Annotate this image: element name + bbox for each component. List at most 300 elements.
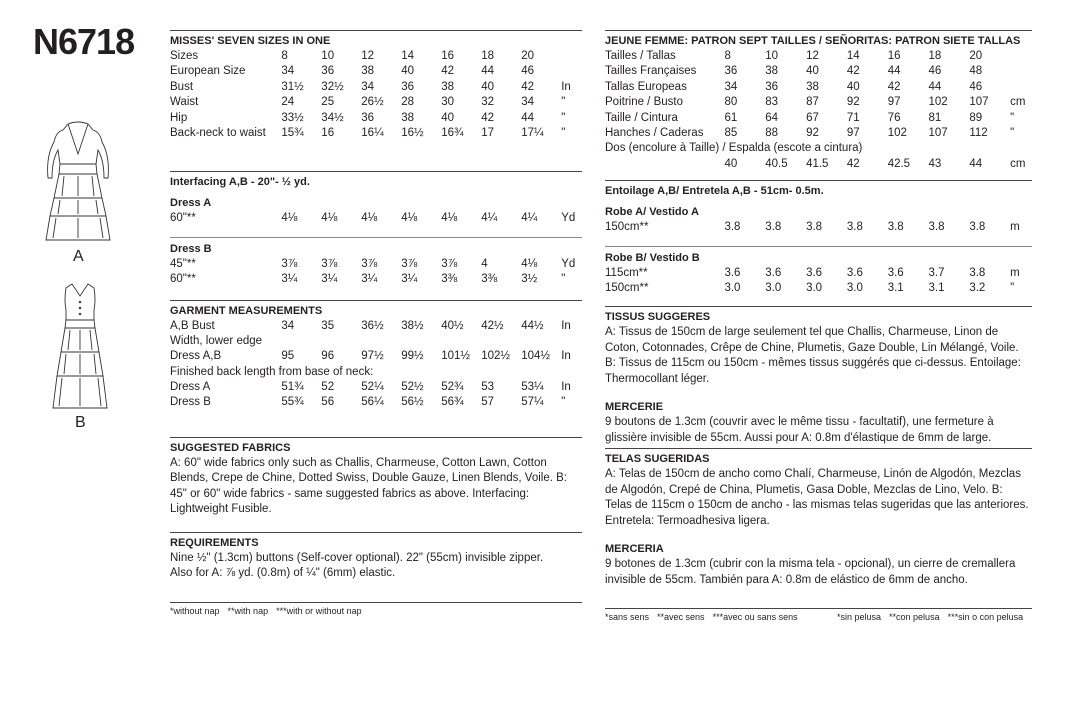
row-value: 3¼ bbox=[321, 273, 338, 286]
interfacing-line: Interfacing A,B - 20"- ½ yd. bbox=[170, 176, 310, 189]
row-value: 81 bbox=[928, 111, 942, 124]
footnote: **con pelusa bbox=[889, 612, 940, 623]
row-value: 4⅛ bbox=[281, 212, 298, 225]
row-value: 38 bbox=[401, 111, 415, 124]
row-value: 46 bbox=[521, 65, 535, 78]
row-value: 57 bbox=[481, 396, 495, 409]
row-value: 42 bbox=[481, 111, 495, 124]
robe-b-table bbox=[605, 266, 1032, 297]
row-value: 10 bbox=[321, 50, 335, 62]
row-unit bbox=[561, 49, 582, 64]
row-value bbox=[361, 334, 401, 349]
row-unit: cm bbox=[1010, 157, 1026, 170]
row-value: 52¼ bbox=[361, 381, 384, 394]
row-unit: " bbox=[1010, 281, 1015, 294]
table-row bbox=[170, 334, 582, 349]
row-value: 51¾ bbox=[281, 381, 304, 394]
table-row bbox=[605, 157, 1032, 172]
row-label: Tailles Françaises bbox=[605, 65, 697, 78]
row-value: 34 bbox=[361, 80, 375, 93]
row-value: 40½ bbox=[441, 319, 464, 332]
row-value: 34 bbox=[521, 96, 535, 109]
row-unit: In bbox=[561, 80, 571, 93]
row-value bbox=[281, 334, 321, 349]
row-value: 3.7 bbox=[928, 266, 945, 279]
row-label: 150cm** bbox=[605, 281, 649, 294]
table-row bbox=[605, 126, 1032, 141]
row-value: 40.5 bbox=[765, 157, 788, 170]
row-value: 3¼ bbox=[361, 273, 378, 286]
view-b-sketch bbox=[48, 280, 112, 414]
row-value: 16½ bbox=[401, 126, 424, 139]
row-value: 12 bbox=[361, 50, 375, 62]
row-label: Dress B bbox=[170, 396, 211, 409]
row-value: 24 bbox=[281, 96, 295, 109]
row-value bbox=[401, 334, 441, 349]
row-value bbox=[327, 365, 366, 380]
row-value: 4 bbox=[481, 257, 488, 270]
yardage-section bbox=[170, 171, 582, 299]
entoilage-line: Entoilage A,B/ Entretela A,B - 51cm- 0.5m. bbox=[605, 185, 824, 198]
table-row bbox=[605, 64, 1032, 79]
row-value: 61 bbox=[724, 111, 738, 124]
row-value: 40 bbox=[724, 157, 738, 170]
row-value: 3.8 bbox=[846, 221, 863, 234]
row-value: 3.0 bbox=[846, 281, 863, 294]
row-value: 36½ bbox=[361, 319, 384, 332]
row-value: 3⅜ bbox=[441, 273, 458, 286]
row-value: 3½ bbox=[521, 273, 538, 286]
row-unit bbox=[561, 334, 582, 349]
footnote: **avec sens bbox=[657, 612, 705, 623]
table-row bbox=[605, 266, 1032, 281]
table-row bbox=[170, 49, 582, 64]
footnote: ***avec ou sans sens bbox=[712, 612, 798, 623]
row-unit: " bbox=[561, 396, 566, 409]
row-value: 3⅞ bbox=[321, 257, 338, 270]
table-row bbox=[170, 126, 582, 141]
row-label: 60"** bbox=[170, 273, 196, 286]
row-value: 3.1 bbox=[887, 281, 904, 294]
row-value: 3.6 bbox=[806, 266, 823, 279]
row-value: 34 bbox=[281, 319, 295, 332]
row-label: Hip bbox=[170, 111, 188, 124]
row-value: 97½ bbox=[361, 350, 384, 363]
row-unit: Yd bbox=[561, 257, 576, 270]
row-value: 3¼ bbox=[401, 273, 418, 286]
row-label: Taille / Cintura bbox=[605, 111, 678, 124]
row-value: 42 bbox=[887, 80, 901, 93]
view-b-label: B bbox=[75, 414, 86, 431]
merceria-text: 9 botones de 1.3cm (cubrir con la misma tela - opcional), un cierre de cremallera invisible de 55cm. También para A: 0.8m de elástico de 6mm de ancho. bbox=[605, 558, 1016, 586]
row-value: 67 bbox=[806, 111, 819, 124]
table-row bbox=[605, 49, 1032, 64]
table-row bbox=[170, 380, 582, 395]
row-value: 4¼ bbox=[521, 212, 538, 225]
row-value: 25 bbox=[321, 96, 335, 109]
footnote: ***with or without nap bbox=[276, 605, 362, 616]
row-value: 56¾ bbox=[441, 396, 464, 409]
row-value: 55¾ bbox=[281, 396, 304, 409]
row-value: 92 bbox=[806, 126, 819, 139]
row-unit: " bbox=[561, 273, 566, 286]
row-value: 20 bbox=[521, 50, 535, 62]
row-value: 34 bbox=[281, 65, 295, 78]
row-value: 3¼ bbox=[281, 273, 298, 286]
footnotes bbox=[170, 602, 582, 617]
row-unit bbox=[561, 64, 582, 79]
row-value: 16¾ bbox=[441, 126, 464, 139]
row-value: 97 bbox=[887, 96, 901, 109]
row-value: 35 bbox=[321, 319, 335, 332]
row-value: 104½ bbox=[521, 350, 550, 363]
garment-section bbox=[170, 300, 582, 437]
row-value: 3.8 bbox=[806, 221, 823, 234]
row-value bbox=[481, 334, 521, 349]
row-value: 3.6 bbox=[887, 266, 904, 279]
row-value: 3.8 bbox=[765, 221, 782, 234]
row-value bbox=[405, 365, 444, 380]
row-unit: " bbox=[561, 111, 566, 124]
tissus-section bbox=[605, 306, 1032, 392]
view-a-label: A bbox=[73, 248, 84, 265]
table-row bbox=[170, 272, 582, 287]
row-value bbox=[523, 365, 562, 380]
row-value: 52 bbox=[321, 381, 335, 394]
row-label: 150cm** bbox=[605, 221, 649, 234]
row-value: 56 bbox=[321, 396, 335, 409]
row-value: 3.8 bbox=[928, 221, 945, 234]
sizes-table-fr bbox=[605, 49, 1032, 141]
row-value: 36 bbox=[401, 80, 415, 93]
row-value: 3.6 bbox=[846, 266, 863, 279]
row-value: 42 bbox=[441, 65, 455, 78]
row-value: 96 bbox=[321, 350, 335, 363]
english-column bbox=[170, 30, 582, 617]
row-unit bbox=[562, 365, 582, 380]
fabrics-section bbox=[170, 437, 582, 532]
row-unit bbox=[1010, 64, 1032, 79]
requirements-section bbox=[170, 532, 582, 602]
row-value: 16 bbox=[321, 126, 335, 139]
row-value: 3.1 bbox=[928, 281, 945, 294]
row-value: 85 bbox=[724, 126, 738, 139]
row-value: 8 bbox=[724, 50, 731, 62]
table-row bbox=[170, 319, 582, 334]
row-value: 15¾ bbox=[281, 126, 304, 139]
row-label: Tallas Europeas bbox=[605, 80, 687, 93]
row-value: 46 bbox=[928, 65, 942, 78]
telas-text: A: Telas de 150cm de ancho como Chalí, Charmeuse, Linón de Algodón, Mezclas de Algodón, Crepé de China, Plumetis, Gasa Doble, Mezclas de Lino, Velo. B: Telas de 115cm o 150cm de ancho - las mismas telas sugeridas que las anteriores. Entretela: Termoadhesiva ligera. bbox=[605, 468, 1029, 527]
row-value: 46 bbox=[969, 80, 983, 93]
row-value: 16 bbox=[887, 50, 901, 62]
row-value: 52½ bbox=[401, 381, 424, 394]
row-unit: m bbox=[1010, 221, 1020, 234]
row-value: 3.8 bbox=[969, 266, 986, 279]
row-label: 60"** bbox=[170, 212, 196, 225]
row-value: 30 bbox=[441, 96, 455, 109]
row-label: Bust bbox=[170, 80, 194, 93]
row-value: 53¼ bbox=[521, 381, 544, 394]
row-unit: m bbox=[1010, 266, 1020, 279]
row-value: 28 bbox=[401, 96, 415, 109]
table-row bbox=[170, 211, 582, 226]
row-value: 40 bbox=[441, 111, 455, 124]
row-value: 3.6 bbox=[765, 266, 782, 279]
fabrics-header: SUGGESTED FABRICS bbox=[170, 441, 291, 454]
row-value: 3.6 bbox=[724, 266, 741, 279]
row-value: 3.0 bbox=[724, 281, 741, 294]
row-value: 36 bbox=[361, 111, 375, 124]
table-row bbox=[170, 257, 582, 272]
row-value: 16 bbox=[441, 50, 455, 62]
garment-table bbox=[170, 319, 582, 411]
row-value: 107 bbox=[928, 126, 948, 139]
row-value: 57¼ bbox=[521, 396, 544, 409]
merceria-section bbox=[605, 534, 1032, 608]
row-value: 83 bbox=[765, 96, 779, 109]
row-value: 102 bbox=[928, 96, 948, 109]
mercerie-text: 9 boutons de 1.3cm (couvrir avec le même tissu - facultatif), une fermeture à glissière invisible de 55cm. Aussi pour A: 0.8m d'élastique de 6mm de large. bbox=[605, 416, 994, 444]
row-value: 48 bbox=[969, 65, 983, 78]
row-value: 80 bbox=[724, 96, 738, 109]
row-unit: In bbox=[561, 381, 571, 394]
row-label: Hanches / Caderas bbox=[605, 126, 704, 139]
dress-b-header: Dress B bbox=[170, 242, 212, 255]
row-label: Finished back length from base of neck: bbox=[170, 365, 374, 378]
row-value: 95 bbox=[281, 350, 295, 363]
row-value: 4⅛ bbox=[441, 212, 458, 225]
row-value: 36 bbox=[765, 80, 779, 93]
row-value: 4⅛ bbox=[321, 212, 338, 225]
row-value: 44 bbox=[481, 65, 495, 78]
yardage-section-fr bbox=[605, 180, 1032, 306]
row-label: Dress A,B bbox=[170, 350, 222, 363]
row-value: 3.8 bbox=[969, 221, 986, 234]
row-label: Width, lower edge bbox=[170, 334, 263, 347]
row-label: Dress A bbox=[170, 381, 211, 394]
table-row bbox=[170, 95, 582, 110]
row-value: 99½ bbox=[401, 350, 424, 363]
row-value: 4⅛ bbox=[361, 212, 378, 225]
row-value: 17 bbox=[481, 126, 495, 139]
row-value: 20 bbox=[969, 50, 983, 62]
requirements-header: REQUIREMENTS bbox=[170, 536, 259, 549]
row-value: 36 bbox=[724, 65, 738, 78]
row-value: 18 bbox=[928, 50, 942, 62]
row-value: 41.5 bbox=[806, 157, 829, 170]
row-value: 40 bbox=[846, 80, 860, 93]
row-value: 42 bbox=[521, 80, 535, 93]
row-value: 53 bbox=[481, 381, 495, 394]
sizes-table bbox=[170, 49, 582, 141]
row-value: 89 bbox=[969, 111, 983, 124]
row-value: 76 bbox=[887, 111, 901, 124]
table-row bbox=[170, 349, 582, 364]
row-value: 44 bbox=[928, 80, 942, 93]
table-row bbox=[170, 111, 582, 126]
row-value: 34 bbox=[724, 80, 738, 93]
row-value: 31½ bbox=[281, 80, 304, 93]
table-row bbox=[170, 80, 582, 95]
sizes-section bbox=[170, 30, 582, 171]
row-label: Sizes bbox=[170, 50, 199, 62]
row-label: 115cm** bbox=[605, 266, 648, 279]
view-a-sketch bbox=[38, 116, 118, 246]
row-unit: " bbox=[561, 96, 566, 109]
row-value: 52¾ bbox=[441, 381, 464, 394]
row-value bbox=[441, 334, 481, 349]
row-label: 45"** bbox=[170, 257, 196, 270]
row-value: 38 bbox=[441, 80, 455, 93]
row-value: 44 bbox=[969, 157, 983, 170]
sizes-section-fr bbox=[605, 30, 1032, 180]
row-value: 112 bbox=[969, 126, 988, 139]
table-row bbox=[605, 281, 1032, 296]
pattern-number: N6718 bbox=[33, 21, 135, 62]
row-unit: In bbox=[561, 319, 571, 332]
table-row bbox=[605, 80, 1032, 95]
footnote: *without nap bbox=[170, 605, 220, 616]
row-value: 38 bbox=[361, 65, 375, 78]
row-value: 4¼ bbox=[481, 212, 498, 225]
dos-table bbox=[605, 157, 1032, 172]
row-label: Poitrine / Busto bbox=[605, 96, 683, 109]
telas-header: TELAS SUGERIDAS bbox=[605, 453, 710, 466]
merceria-header: MERCERIA bbox=[605, 543, 664, 556]
mercerie-header: MERCERIE bbox=[605, 401, 664, 414]
row-value bbox=[521, 334, 561, 349]
footnote: ***sin o con pelusa bbox=[947, 612, 1024, 623]
row-value: 3⅞ bbox=[401, 257, 418, 270]
row-value: 3.8 bbox=[887, 221, 904, 234]
row-value: 3.2 bbox=[969, 281, 986, 294]
row-unit bbox=[1010, 49, 1032, 64]
dress-a-table bbox=[170, 211, 582, 237]
dress-b-table bbox=[170, 257, 582, 288]
row-value: 3⅞ bbox=[441, 257, 458, 270]
row-value: 97 bbox=[846, 126, 860, 139]
row-label: Tailles / Tallas bbox=[605, 50, 676, 62]
dos-label: Dos (encolure à Taille) / Espalda (escote a cintura) bbox=[605, 142, 863, 155]
row-value: 42 bbox=[846, 65, 860, 78]
row-value: 10 bbox=[765, 50, 779, 62]
requirements-text-a: Also for A: ⅞ yd. (0.8m) of ¼" (6mm) elastic. bbox=[170, 567, 396, 580]
row-value: 40 bbox=[806, 65, 819, 78]
footnote: *sans sens bbox=[605, 612, 650, 623]
table-row bbox=[605, 220, 1032, 235]
footnotes-fr-es bbox=[605, 608, 1032, 623]
row-value: 26½ bbox=[361, 96, 384, 109]
row-value: 42.5 bbox=[887, 157, 911, 170]
sizes-header-fr: JEUNE FEMME: PATRON SEPT TAILLES / SEÑORITAS: PATRON SIETE TALLAS bbox=[605, 35, 1021, 47]
row-value bbox=[288, 365, 327, 380]
row-value: 14 bbox=[846, 50, 860, 62]
tissus-header: TISSUS SUGGERES bbox=[605, 311, 711, 324]
robe-b-header: Robe B/ Vestido B bbox=[605, 251, 700, 264]
row-label bbox=[605, 157, 724, 172]
row-value: 3.8 bbox=[724, 221, 741, 234]
row-value: 38½ bbox=[401, 319, 424, 332]
row-unit: Yd bbox=[561, 212, 576, 225]
row-value: 56½ bbox=[401, 396, 424, 409]
row-value bbox=[321, 334, 361, 349]
tissus-text: A: Tissus de 150cm de large seulement tel que Challis, Charmeuse, Linon de Coton, Cotonnades, Crêpe de Chine, Plumetis, Gaze Double, Lin Mélangé, Voile. B: Tissus de 115cm ou 150cm - mêmes tissus suggérés que ci-dessus. Entoilage: Thermocollant léger. bbox=[605, 326, 1021, 385]
row-value: 40 bbox=[401, 65, 415, 78]
row-unit: " bbox=[561, 126, 566, 139]
table-row bbox=[170, 64, 582, 79]
table-row bbox=[605, 95, 1032, 110]
row-label: Waist bbox=[170, 96, 199, 109]
row-unit: cm bbox=[1010, 96, 1026, 109]
table-row bbox=[605, 111, 1032, 126]
row-value: 14 bbox=[401, 50, 415, 62]
row-unit: " bbox=[1010, 111, 1015, 124]
row-value: 87 bbox=[806, 96, 819, 109]
row-value: 17¼ bbox=[521, 126, 544, 139]
footnote: **with nap bbox=[227, 605, 269, 616]
row-value: 40 bbox=[481, 80, 495, 93]
row-value: 101½ bbox=[441, 350, 471, 363]
row-value: 92 bbox=[846, 96, 860, 109]
row-value: 43 bbox=[928, 157, 942, 170]
requirements-text: Nine ½" (1.3cm) buttons (Self-cover optional). 22" (55cm) invisible zipper. bbox=[170, 551, 544, 564]
row-value: 3⅜ bbox=[481, 273, 498, 286]
row-value: 38 bbox=[765, 65, 779, 78]
mercerie-section bbox=[605, 392, 1032, 448]
row-value: 42 bbox=[846, 157, 860, 170]
row-value: 3⅞ bbox=[281, 257, 298, 270]
dress-a-header: Dress A bbox=[170, 197, 212, 210]
row-value: 33½ bbox=[281, 111, 304, 124]
row-value: 44 bbox=[521, 111, 535, 124]
telas-section bbox=[605, 448, 1032, 534]
row-label: European Size bbox=[170, 65, 246, 78]
row-value: 42½ bbox=[481, 319, 504, 332]
row-label: Back-neck to waist bbox=[170, 126, 266, 139]
row-value: 44 bbox=[887, 65, 901, 78]
row-value: 56¼ bbox=[361, 396, 384, 409]
row-value: 64 bbox=[765, 111, 779, 124]
table-row bbox=[170, 395, 582, 410]
row-value: 88 bbox=[765, 126, 779, 139]
row-value: 36 bbox=[321, 65, 335, 78]
row-value: 38 bbox=[806, 80, 819, 93]
table-row bbox=[170, 365, 582, 380]
sizes-header: MISSES' SEVEN SIZES IN ONE bbox=[170, 35, 331, 47]
row-value bbox=[366, 365, 405, 380]
row-value: 3⅞ bbox=[361, 257, 378, 270]
robe-a-header: Robe A/ Vestido A bbox=[605, 206, 699, 219]
french-spanish-column bbox=[605, 30, 1032, 623]
row-value: 16¼ bbox=[361, 126, 384, 139]
row-value bbox=[483, 365, 522, 380]
row-value: 102½ bbox=[481, 350, 511, 363]
row-value: 4⅛ bbox=[401, 212, 418, 225]
row-value: 3.0 bbox=[765, 281, 782, 294]
row-value: 44½ bbox=[521, 319, 544, 332]
fabrics-text: A: 60" wide fabrics only such as Challis, Charmeuse, Cotton Lawn, Cotton Blends, Crepe de Chine, Dotted Swiss, Double Gauze, Linen Blends, Voile. B: 45" or 60" wide fabrics - same suggested fabrics as above. Interfacing: Lightweight Fusible. bbox=[170, 456, 567, 516]
row-value: 12 bbox=[806, 50, 819, 62]
row-value: 71 bbox=[846, 111, 860, 124]
row-unit bbox=[1010, 80, 1032, 95]
row-value: 3.0 bbox=[806, 281, 823, 294]
row-value: 34½ bbox=[321, 111, 344, 124]
row-value bbox=[444, 365, 483, 380]
row-value: 18 bbox=[481, 50, 495, 62]
row-value: 107 bbox=[969, 96, 989, 109]
row-value: 32½ bbox=[321, 80, 344, 93]
